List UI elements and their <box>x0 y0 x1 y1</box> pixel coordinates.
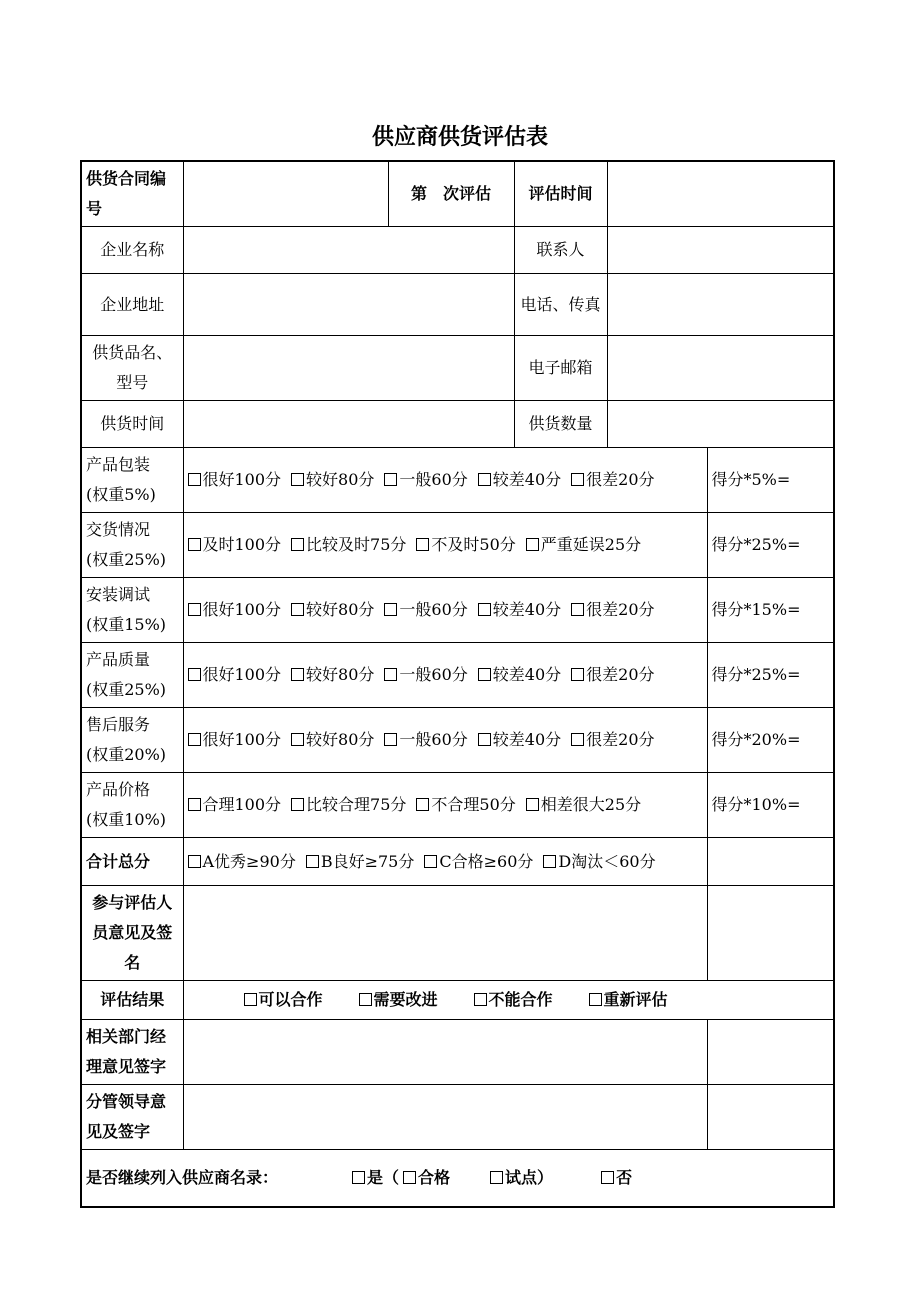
option-label: 较好80分 <box>306 600 375 619</box>
evaluators-extra-field[interactable] <box>707 886 834 981</box>
criteria-name: 产品包装 <box>86 455 151 474</box>
email-label: 电子邮箱 <box>514 336 607 401</box>
criteria-name: 产品价格 <box>86 780 151 799</box>
option-label: 很差20分 <box>586 665 655 684</box>
option-checkbox[interactable] <box>291 795 406 814</box>
result-option-label: 重新评估 <box>603 990 668 1009</box>
final-cell <box>81 1150 834 1207</box>
option-label: 很好100分 <box>202 665 282 684</box>
criteria-options <box>183 708 707 773</box>
criteria-score: 得分*5%= <box>707 448 834 513</box>
result-option-label: 需要改进 <box>373 990 438 1009</box>
yes-checkbox[interactable] <box>352 1168 399 1187</box>
option-checkbox[interactable] <box>188 470 282 489</box>
grade-label: D淘汰＜60分 <box>558 851 656 871</box>
header-row-address <box>81 274 834 336</box>
checkbox-icon <box>601 1171 614 1184</box>
criteria-label <box>81 448 183 513</box>
criteria-weight: (权重10%) <box>86 810 167 829</box>
checkbox-icon <box>188 668 201 681</box>
contract-no-field[interactable] <box>183 161 388 227</box>
checkbox-icon <box>188 538 201 551</box>
criteria-score: 得分*10%= <box>707 773 834 838</box>
final-label: 是否继续列入供应商名录： <box>86 1167 279 1187</box>
option-checkbox[interactable] <box>571 665 654 684</box>
checkbox-icon <box>571 473 584 486</box>
option-label: 合理100分 <box>202 795 282 814</box>
checkbox-icon <box>474 993 487 1006</box>
contact-label: 联系人 <box>514 227 607 274</box>
no-checkbox[interactable] <box>601 1168 632 1187</box>
form-title: 供应商供货评估表 <box>371 125 548 150</box>
checkbox-icon <box>543 855 556 868</box>
checkbox-icon <box>291 473 304 486</box>
result-checkbox[interactable] <box>589 990 668 1009</box>
checkbox-icon <box>291 733 304 746</box>
criteria-options <box>183 448 707 513</box>
option-label: 较好80分 <box>306 730 375 749</box>
eval-time-field[interactable] <box>607 161 834 227</box>
criteria-row <box>81 578 834 643</box>
option-checkbox[interactable] <box>188 535 282 554</box>
checkbox-icon <box>244 993 257 1006</box>
option-checkbox[interactable] <box>478 470 561 489</box>
email-field[interactable] <box>607 336 834 401</box>
result-checkbox[interactable] <box>474 990 553 1009</box>
criteria-label <box>81 708 183 773</box>
option-checkbox[interactable] <box>291 730 374 749</box>
checkbox-icon <box>478 473 491 486</box>
option-checkbox[interactable] <box>526 795 641 814</box>
option-checkbox[interactable] <box>384 470 467 489</box>
criteria-score: 得分*15%= <box>707 578 834 643</box>
leader-row <box>81 1085 834 1150</box>
criteria-label <box>81 578 183 643</box>
criteria-weight: (权重25%) <box>86 680 167 699</box>
leader-label: 分管领导意见及签字 <box>81 1085 183 1150</box>
checkbox-icon <box>352 1171 365 1184</box>
total-score-field[interactable] <box>707 838 834 886</box>
checkbox-icon <box>384 473 397 486</box>
option-label: 较差40分 <box>492 600 562 619</box>
criteria-label <box>81 643 183 708</box>
option-checkbox[interactable] <box>384 730 467 749</box>
option-checkbox[interactable] <box>188 795 282 814</box>
option-label: 一般60分 <box>399 665 468 684</box>
criteria-name: 安装调试 <box>86 585 151 604</box>
trial-label: 试点） <box>505 1167 554 1187</box>
option-checkbox[interactable] <box>291 600 374 619</box>
option-label: 及时100分 <box>202 535 282 554</box>
eval-time-label: 评估时间 <box>514 161 607 227</box>
total-label: 合计总分 <box>81 838 183 886</box>
checkbox-icon <box>188 603 201 616</box>
checkbox-icon <box>291 603 304 616</box>
supply-qty-field[interactable] <box>607 401 834 448</box>
criteria-score: 得分*25%= <box>707 513 834 578</box>
criteria-score: 得分*25%= <box>707 643 834 708</box>
product-model-label: 供货品名、型号 <box>81 336 183 401</box>
result-row <box>81 981 834 1020</box>
checkbox-icon <box>416 798 429 811</box>
option-checkbox[interactable] <box>188 730 282 749</box>
criteria-weight: (权重25%) <box>86 550 167 569</box>
option-label: 较好80分 <box>306 665 375 684</box>
checkbox-icon <box>188 733 201 746</box>
option-label: 相差很大25分 <box>540 795 642 814</box>
grade-checkbox[interactable] <box>306 852 415 871</box>
option-checkbox[interactable] <box>571 730 654 749</box>
option-checkbox[interactable] <box>188 600 282 619</box>
grade-label: C合格≥60分 <box>439 851 534 871</box>
final-row <box>81 1150 834 1207</box>
leader-field[interactable] <box>183 1085 707 1150</box>
option-label: 很差20分 <box>586 470 655 489</box>
header-row-product <box>81 336 834 401</box>
checkbox-icon <box>571 668 584 681</box>
criteria-name: 产品质量 <box>86 650 151 669</box>
no-label: 否 <box>616 1167 633 1187</box>
criteria-label <box>81 773 183 838</box>
checkbox-icon <box>188 855 201 868</box>
criteria-row <box>81 513 834 578</box>
supply-qty-label: 供货数量 <box>514 401 607 448</box>
option-label: 很好100分 <box>202 470 282 489</box>
criteria-label <box>81 513 183 578</box>
option-label: 很好100分 <box>202 730 282 749</box>
round-label: 第 次评估 <box>388 161 514 227</box>
result-option-label: 不能合作 <box>488 990 553 1009</box>
option-label: 很差20分 <box>586 730 655 749</box>
checkbox-icon <box>571 733 584 746</box>
option-checkbox[interactable] <box>571 470 654 489</box>
option-checkbox[interactable] <box>291 665 374 684</box>
checkbox-icon <box>490 1171 503 1184</box>
supply-time-field[interactable] <box>183 401 514 448</box>
option-checkbox[interactable] <box>384 600 467 619</box>
criteria-options <box>183 578 707 643</box>
checkbox-icon <box>478 668 491 681</box>
result-label: 评估结果 <box>81 981 183 1020</box>
option-label: 比较及时75分 <box>306 535 407 554</box>
header-row-company <box>81 227 834 274</box>
option-label: 一般60分 <box>399 600 468 619</box>
checkbox-icon <box>403 1171 416 1184</box>
criteria-row <box>81 708 834 773</box>
header-row-supply <box>81 401 834 448</box>
grade-checkbox[interactable] <box>188 852 296 871</box>
checkbox-icon <box>359 993 372 1006</box>
total-row <box>81 838 834 886</box>
criteria-options <box>183 643 707 708</box>
phone-fax-field[interactable] <box>607 274 834 336</box>
checkbox-icon <box>589 993 602 1006</box>
supply-time-label: 供货时间 <box>81 401 183 448</box>
criteria-options <box>183 513 707 578</box>
option-label: 比较合理75分 <box>306 795 407 814</box>
checkbox-icon <box>291 798 304 811</box>
checkbox-icon <box>424 855 437 868</box>
criteria-name: 售后服务 <box>86 715 151 734</box>
company-name-field[interactable] <box>183 227 514 274</box>
dept-manager-extra-field[interactable] <box>707 1020 834 1085</box>
checkbox-icon <box>478 603 491 616</box>
contract-no-label: 供货合同编号 <box>81 161 183 227</box>
option-checkbox[interactable] <box>478 600 561 619</box>
option-checkbox[interactable] <box>571 600 654 619</box>
trial-checkbox[interactable] <box>490 1168 553 1187</box>
option-label: 一般60分 <box>399 470 468 489</box>
option-checkbox[interactable] <box>416 535 515 554</box>
grade-label: B良好≥75分 <box>320 851 415 871</box>
qualified-checkbox[interactable] <box>403 1168 450 1187</box>
option-checkbox[interactable] <box>291 470 374 489</box>
option-label: 很好100分 <box>202 600 282 619</box>
checkbox-icon <box>291 538 304 551</box>
leader-extra-field[interactable] <box>707 1085 834 1150</box>
criteria-score: 得分*20%= <box>707 708 834 773</box>
option-label: 一般60分 <box>399 730 468 749</box>
checkbox-icon <box>188 798 201 811</box>
grade-checkbox[interactable] <box>543 852 655 871</box>
total-options <box>183 838 707 886</box>
product-model-field[interactable] <box>183 336 514 401</box>
option-label: 不及时50分 <box>431 535 516 554</box>
company-address-field[interactable] <box>183 274 514 336</box>
qualified-label: 合格 <box>418 1167 451 1187</box>
option-checkbox[interactable] <box>526 535 641 554</box>
yes-label: 是（ <box>367 1167 400 1187</box>
criteria-row <box>81 448 834 513</box>
criteria-row <box>81 643 834 708</box>
criteria-weight: (权重15%) <box>86 615 167 634</box>
evaluators-label: 参与评估人员意见及签名 <box>81 886 183 981</box>
checkbox-icon <box>416 538 429 551</box>
option-label: 较差40分 <box>492 730 562 749</box>
grade-checkbox[interactable] <box>424 852 533 871</box>
option-label: 较好80分 <box>306 470 375 489</box>
criteria-row <box>81 773 834 838</box>
option-label: 很差20分 <box>586 600 655 619</box>
criteria-options <box>183 773 707 838</box>
result-checkbox[interactable] <box>359 990 438 1009</box>
checkbox-icon <box>188 473 201 486</box>
contact-field[interactable] <box>607 227 834 274</box>
dept-manager-label: 相关部门经理意见签字 <box>81 1020 183 1085</box>
dept-manager-row <box>81 1020 834 1085</box>
dept-manager-field[interactable] <box>183 1020 707 1085</box>
option-checkbox[interactable] <box>291 535 406 554</box>
checkbox-icon <box>478 733 491 746</box>
option-label: 不合理50分 <box>431 795 516 814</box>
option-label: 较差40分 <box>492 470 562 489</box>
checkbox-icon <box>384 668 397 681</box>
evaluators-row <box>81 886 834 981</box>
checkbox-icon <box>306 855 319 868</box>
evaluators-field[interactable] <box>183 886 707 981</box>
grade-label: A优秀≥90分 <box>202 851 296 871</box>
criteria-weight: (权重20%) <box>86 745 167 764</box>
checkbox-icon <box>384 603 397 616</box>
option-checkbox[interactable] <box>478 730 561 749</box>
result-checkbox[interactable] <box>244 990 323 1009</box>
supplier-evaluation-table <box>80 160 835 1208</box>
result-options <box>183 981 834 1020</box>
option-checkbox[interactable] <box>188 665 282 684</box>
header-row-contract <box>81 161 834 227</box>
criteria-weight: (权重5%) <box>86 485 156 504</box>
criteria-name: 交货情况 <box>86 520 151 539</box>
option-checkbox[interactable] <box>384 665 467 684</box>
checkbox-icon <box>571 603 584 616</box>
option-checkbox[interactable] <box>478 665 561 684</box>
checkbox-icon <box>384 733 397 746</box>
result-option-label: 可以合作 <box>258 990 323 1009</box>
checkbox-icon <box>526 538 539 551</box>
option-label: 严重延误25分 <box>540 535 642 554</box>
company-name-label: 企业名称 <box>81 227 183 274</box>
phone-fax-label: 电话、传真 <box>514 274 607 336</box>
checkbox-icon <box>526 798 539 811</box>
option-checkbox[interactable] <box>416 795 515 814</box>
checkbox-icon <box>291 668 304 681</box>
option-label: 较差40分 <box>492 665 562 684</box>
company-address-label: 企业地址 <box>81 274 183 336</box>
